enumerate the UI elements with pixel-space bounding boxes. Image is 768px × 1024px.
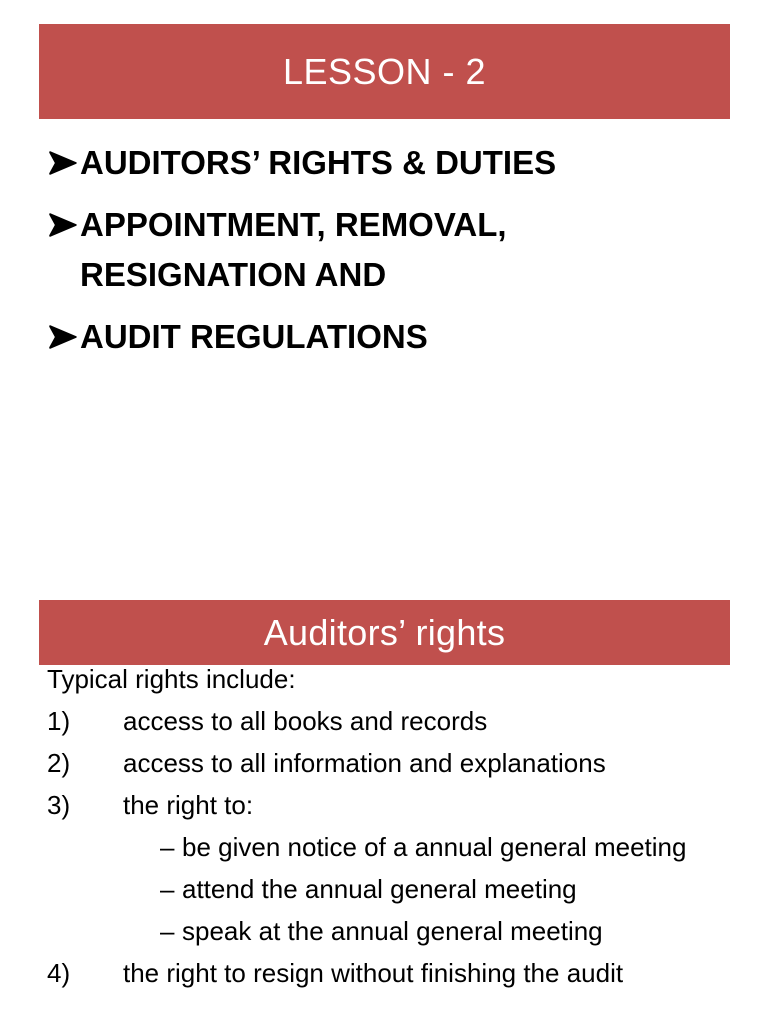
rights-subitem [160, 914, 747, 948]
lesson-topics-list [48, 138, 738, 374]
topic-text: AUDIT REGULATIONS [80, 318, 428, 355]
rights-intro: Typical rights include: [47, 664, 296, 694]
list-number: 1) [47, 706, 71, 736]
rights-list-item [47, 956, 747, 990]
rights-subitem [160, 872, 747, 906]
dash-bullet: – [160, 874, 175, 904]
arrow-bullet-icon [48, 138, 80, 188]
topic-text: AUDITORS’ RIGHTS & DUTIES [80, 144, 557, 181]
list-number: 4) [47, 958, 71, 988]
lesson-title-banner [39, 24, 730, 119]
topic-item [48, 138, 738, 188]
list-number: 2) [47, 748, 71, 778]
list-item-text: the right to resign without finishing the audit [123, 958, 624, 988]
rights-subitem [160, 830, 747, 864]
auditors-rights-title: Auditors’ rights [263, 611, 506, 653]
lesson-title: LESSON - 2 [282, 50, 487, 92]
rights-list-item [47, 746, 747, 780]
subitem-text: attend the annual general meeting [182, 874, 577, 904]
subitem-text: speak at the annual general meeting [182, 916, 603, 946]
list-number: 3) [47, 790, 71, 820]
rights-list-item [47, 704, 747, 738]
subitem-text: be given notice of a annual general meeting [182, 832, 687, 862]
rights-sublist [160, 830, 747, 948]
auditors-rights-banner [39, 600, 730, 665]
topic-item [48, 200, 738, 300]
list-item-text: access to all books and records [123, 706, 488, 736]
list-item-text: the right to: [123, 790, 254, 820]
arrow-bullet-icon [48, 312, 80, 362]
topic-item [48, 312, 738, 362]
dash-bullet: – [160, 916, 175, 946]
dash-bullet: – [160, 832, 175, 862]
rights-list-item [47, 788, 747, 822]
arrow-bullet-icon [48, 200, 80, 250]
list-item-text: access to all information and explanations [123, 748, 606, 778]
auditors-rights-content [47, 662, 747, 998]
topic-text: APPOINTMENT, REMOVAL, RESIGNATION AND [80, 206, 507, 293]
